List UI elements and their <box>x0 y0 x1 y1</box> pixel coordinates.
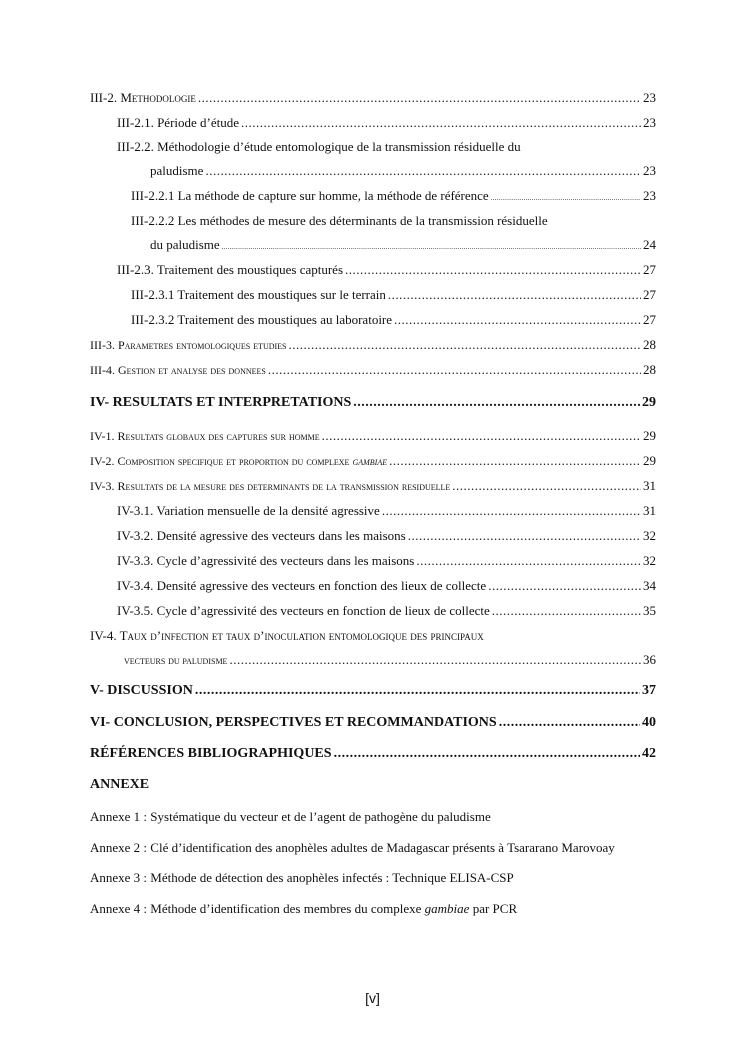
toc-entry-page: 29 <box>643 428 656 443</box>
toc-leader-dots <box>488 578 641 594</box>
page-number: [v] <box>365 990 380 1006</box>
annexe-item[interactable] <box>90 901 517 917</box>
toc-entry-page: 34 <box>643 578 656 593</box>
toc-entry[interactable] <box>150 237 656 255</box>
toc-entry-title: IV-3.3. Cycle d’agressivité des vecteurs dans les maisons <box>117 553 415 568</box>
toc-entry-page: 40 <box>642 715 656 730</box>
toc-entry[interactable] <box>90 453 656 469</box>
toc-entry[interactable] <box>117 503 656 519</box>
toc-leader-dots <box>389 453 641 469</box>
toc-entry[interactable] <box>117 262 656 278</box>
toc-entry[interactable] <box>90 715 656 731</box>
toc-leader-dots <box>353 395 640 411</box>
toc-leader-dots <box>499 715 640 731</box>
toc-entry-title: vecteurs du paludisme <box>124 655 228 667</box>
annexe-item[interactable]: Annexe 1 : Systématique du vecteur et de l’agent de pathogène du paludisme <box>90 809 491 824</box>
toc-entry[interactable] <box>90 746 656 762</box>
toc-entry-title: IV-3. Resultats de la mesure des determinants de la transmission residuelle <box>90 479 451 493</box>
toc-entry-title: RÉFÉRENCES BIBLIOGRAPHIQUES <box>90 746 332 761</box>
toc-entry-title: III-2.3.2 Traitement des moustiques au laboratoire <box>131 312 393 327</box>
toc-entry-page: 27 <box>643 262 656 277</box>
toc-entry-title: III-2.3. Traitement des moustiques capturés <box>117 262 344 277</box>
toc-entry[interactable] <box>117 115 656 131</box>
toc-entry[interactable] <box>90 683 656 699</box>
toc-entry-page: 27 <box>643 312 656 327</box>
toc-leader-dots <box>268 362 641 378</box>
toc-entry-page: 23 <box>643 90 656 105</box>
toc-entry-title: III-4. Gestion et analyse des donnees <box>90 363 266 377</box>
toc-entry-title: IV-3.1. Variation mensuelle de la densité agressive <box>117 503 380 518</box>
toc-leader-dots <box>289 337 641 353</box>
toc-leader-dots <box>198 90 641 106</box>
toc-entry-title: IV-1. Resultats globaux des captures sur homme <box>90 429 320 443</box>
toc-entry[interactable] <box>90 428 656 444</box>
toc-entry[interactable] <box>131 287 656 303</box>
toc-entry[interactable] <box>124 652 656 669</box>
toc-entry-page: 31 <box>643 478 656 493</box>
toc-entry-page: 23 <box>643 163 656 178</box>
toc-leader-dots <box>345 262 641 278</box>
toc-entry-page: 29 <box>642 395 656 410</box>
toc-entry[interactable] <box>131 312 656 328</box>
toc-entry[interactable] <box>117 553 656 569</box>
toc-leader-dots <box>388 287 641 303</box>
toc-leader-dots <box>205 163 641 179</box>
annexe-item-text: par PCR <box>469 901 518 916</box>
toc-leader-dots <box>222 239 641 255</box>
toc-entry[interactable] <box>90 90 656 106</box>
toc-entry-title: IV-3.5. Cycle d’agressivité des vecteurs en fonction de lieux de collecte <box>117 603 490 618</box>
toc-leader-dots <box>492 603 641 619</box>
toc-leader-dots <box>334 746 640 762</box>
toc-entry-title: IV- RESULTATS ET INTERPRETATIONS <box>90 395 352 410</box>
toc-leader-dots <box>322 428 641 444</box>
toc-entry[interactable] <box>117 603 656 619</box>
toc-entry-page: 32 <box>643 528 656 543</box>
toc-leader-dots <box>241 115 641 131</box>
toc-entry-page: 23 <box>643 188 656 203</box>
toc-entry[interactable] <box>131 188 656 206</box>
annexe-heading: ANNEXE <box>90 777 150 792</box>
toc-entry[interactable] <box>90 395 656 411</box>
toc-entry-title[interactable]: III-2.2.2 Les méthodes de mesure des déterminants de la transmission résiduelle <box>131 213 548 228</box>
toc-leader-dots <box>452 478 641 494</box>
toc-entry[interactable] <box>117 578 656 594</box>
annexe-item-italic: gambiae <box>424 901 470 916</box>
toc-entry-title: V- DISCUSSION <box>90 683 193 698</box>
toc-entry-title: III-2.1. Période d’étude <box>117 115 240 130</box>
toc-entry-page: 27 <box>643 287 656 302</box>
annexe-item-text: Annexe 4 : Méthode d’identification des membres du complexe <box>90 901 425 916</box>
toc-entry[interactable] <box>90 337 656 353</box>
toc-entry-title: III-2.2.1 La méthode de capture sur homme, la méthode de référence <box>131 188 489 203</box>
toc-entry-title: VI- CONCLUSION, PERSPECTIVES ET RECOMMANDATIONS <box>90 715 497 730</box>
toc-entry-page: 37 <box>642 683 656 698</box>
toc-entry-page: 32 <box>643 553 656 568</box>
toc-entry-title: III-2. Methodologie <box>90 90 196 105</box>
toc-leader-dots <box>229 652 641 668</box>
toc-entry-page: 23 <box>643 115 656 130</box>
toc-entry-title: IV-3.2. Densité agressive des vecteurs dans les maisons <box>117 528 406 543</box>
toc-entry-page: 35 <box>643 603 656 618</box>
toc-entry-title: IV-3.4. Densité agressive des vecteurs en fonction des lieux de collecte <box>117 578 487 593</box>
toc-entry-page: 28 <box>643 362 656 377</box>
toc-entry-page: 36 <box>643 652 656 667</box>
toc-leader-dots <box>408 528 641 544</box>
toc-entry-title: paludisme <box>150 163 204 178</box>
toc-entry-page: 31 <box>643 503 656 518</box>
toc-leader-dots <box>382 503 641 519</box>
toc-entry-page: 24 <box>643 237 656 252</box>
toc-entry-page: 28 <box>643 337 656 352</box>
toc-entry[interactable] <box>90 478 656 494</box>
toc-leader-dots <box>416 553 641 569</box>
toc-entry-title: III-3. Parametres entomologiques etudies <box>90 338 287 352</box>
toc-leader-dots <box>491 190 641 206</box>
toc-leader-dots <box>195 683 640 699</box>
toc-entry-title[interactable]: III-2.2. Méthodologie d’étude entomologique de la transmission résiduelle du <box>117 139 521 154</box>
toc-entry-title: III-2.3.1 Traitement des moustiques sur le terrain <box>131 287 386 302</box>
toc-entry-page: 42 <box>642 746 656 761</box>
toc-entry-title-text: IV-2. Composition specifique et proportion du complexe <box>90 454 353 468</box>
toc-entry-page: 29 <box>643 453 656 468</box>
toc-entry-title-italic: gambiae <box>352 454 388 468</box>
toc-entry-title <box>90 453 387 469</box>
toc-entry[interactable] <box>150 163 656 179</box>
annexe-item[interactable]: Annexe 2 : Clé d’identification des anophèles adultes de Madagascar présents à Tsararano Marovoay <box>90 840 615 855</box>
toc-entry-title[interactable]: IV-4. Taux d’infection et taux d’inoculation entomologique des principaux <box>90 628 484 643</box>
toc-entry[interactable] <box>90 362 656 378</box>
annexe-item[interactable]: Annexe 3 : Méthode de détection des anophèles infectés : Technique ELISA-CSP <box>90 870 514 885</box>
toc-leader-dots <box>394 312 641 328</box>
toc-entry-title: du paludisme <box>150 237 220 252</box>
toc-entry[interactable] <box>117 528 656 544</box>
